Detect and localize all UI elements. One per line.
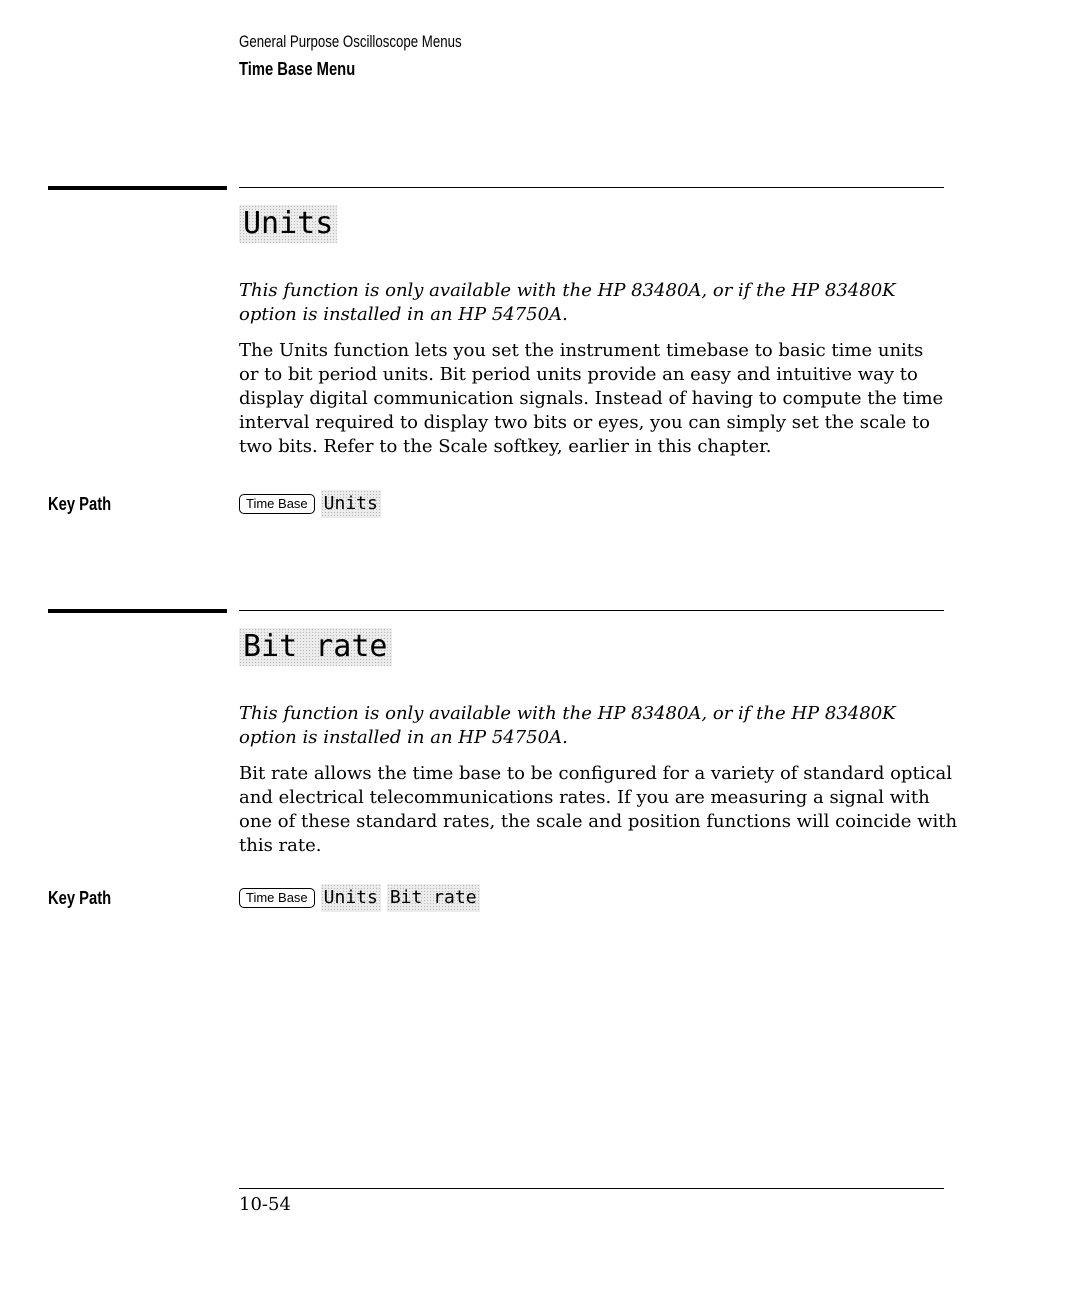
note-line: This function is only available with the HP 83480A, or if the HP 83480K bbox=[239, 280, 896, 301]
section-rule-thick bbox=[48, 186, 227, 190]
bit-rate-availability-note bbox=[239, 702, 959, 750]
units-softkey[interactable]: Units bbox=[321, 884, 381, 912]
units-softkey[interactable]: Units bbox=[321, 490, 381, 518]
units-heading: Units bbox=[239, 205, 337, 243]
time-base-hardkey[interactable]: Time Base bbox=[239, 494, 315, 514]
section-rule-thin bbox=[239, 610, 944, 611]
body-line: display digital communication signals. Instead of having to compute the time bbox=[239, 388, 944, 409]
units-availability-note bbox=[239, 279, 959, 327]
page-number: 10-54 bbox=[239, 1194, 291, 1215]
note-line: This function is only available with the HP 83480A, or if the HP 83480K bbox=[239, 703, 896, 724]
body-line: one of these standard rates, the scale and position functions will coincide with bbox=[239, 811, 958, 832]
key-path-label: Key Path bbox=[48, 888, 112, 908]
note-line: option is installed in an HP 54750A. bbox=[239, 304, 568, 325]
bit-rate-key-path bbox=[239, 884, 480, 912]
bit-rate-heading: Bit rate bbox=[239, 628, 392, 666]
units-key-path bbox=[239, 490, 381, 518]
time-base-hardkey[interactable]: Time Base bbox=[239, 888, 315, 908]
footer-rule bbox=[239, 1188, 944, 1189]
chapter-header: General Purpose Oscilloscope Menus bbox=[239, 32, 462, 51]
body-line: this rate. bbox=[239, 835, 322, 856]
note-line: option is installed in an HP 54750A. bbox=[239, 727, 568, 748]
section-rule-thin bbox=[239, 187, 944, 188]
bit-rate-description bbox=[239, 762, 959, 858]
body-line: and electrical telecommunications rates. If you are measuring a signal with bbox=[239, 787, 930, 808]
body-line: The Units function lets you set the instrument timebase to basic time units bbox=[239, 340, 924, 361]
section-header: Time Base Menu bbox=[239, 59, 356, 79]
body-line: two bits. Refer to the Scale softkey, earlier in this chapter. bbox=[239, 436, 772, 457]
units-description bbox=[239, 339, 959, 459]
section-rule-thick bbox=[48, 609, 227, 613]
bit-rate-softkey[interactable]: Bit rate bbox=[387, 884, 480, 912]
body-line: Bit rate allows the time base to be configured for a variety of standard optical bbox=[239, 763, 953, 784]
body-line: interval required to display two bits or eyes, you can simply set the scale to bbox=[239, 412, 931, 433]
key-path-label: Key Path bbox=[48, 494, 112, 514]
body-line: or to bit period units. Bit period units provide an easy and intuitive way to bbox=[239, 364, 918, 385]
